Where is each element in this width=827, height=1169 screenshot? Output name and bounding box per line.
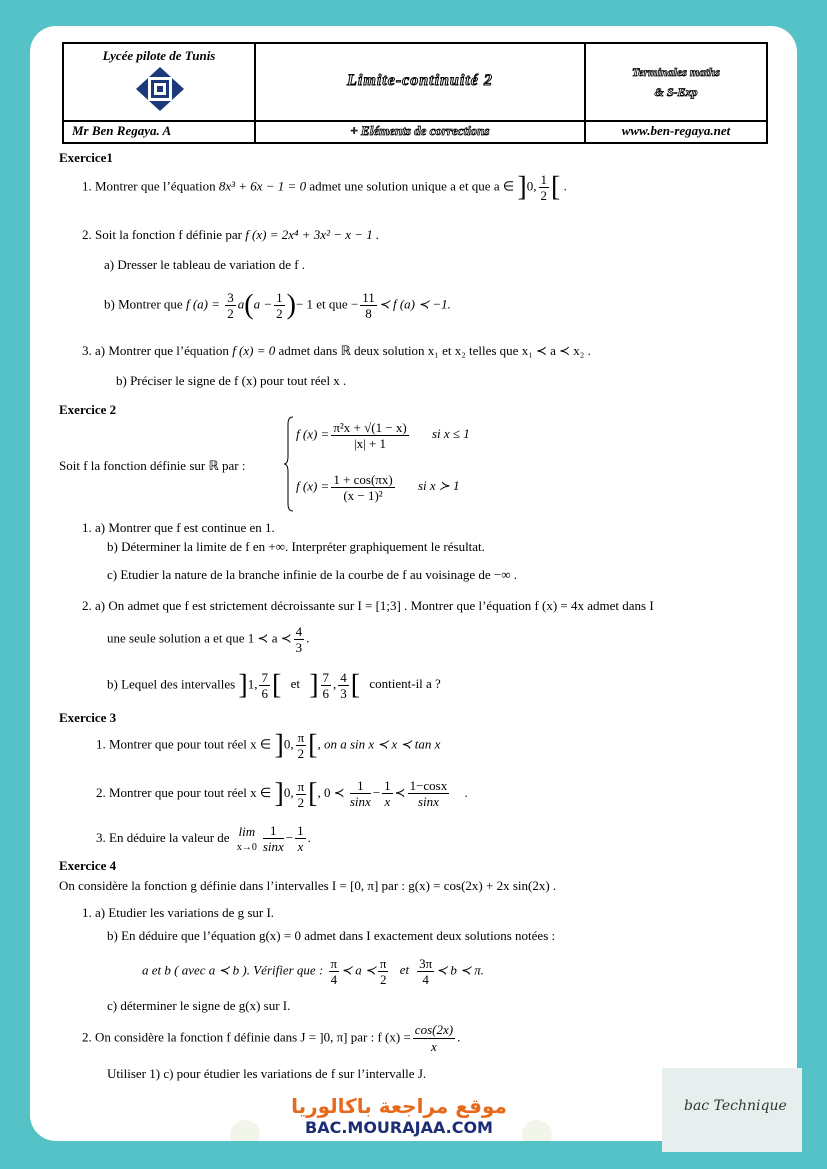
ex3-title: Exercice 3 xyxy=(59,710,117,725)
author-website: www.ben-regaya.net xyxy=(621,123,731,138)
ex1-q3a: 3. a) Montrer que l’équation f (x) = 0 admet dans ℝ deux solution x₁ et x₂ telles que x₁ ≺ a ≺ x₂ . xyxy=(82,343,591,358)
ex2-case1: f (x) = $\frac{\text{π²x + √(1 − x)}}{|x| + 1}$ si x ≤ 1 xyxy=(296,420,470,451)
document-title: Limite-continuité 2 xyxy=(347,72,493,89)
school-name: Lycée pilote de Tunis xyxy=(102,48,216,63)
ex2-q1a: 1. a) Montrer que f est continue en 1. xyxy=(82,520,275,535)
site-logo-icon-left xyxy=(230,1120,260,1141)
ex1-q3b: b) Préciser le signe de f (x) pour tout réel x . xyxy=(116,373,347,388)
ex2-q2a: 2. a) On admet que f est strictement décroissante sur I = [1;3] . Montrer que l’équation f (x) = 4x admet dans I xyxy=(82,598,654,613)
ex4-q1c: c) déterminer le signe de g(x) sur I. xyxy=(107,998,291,1013)
ex3-q3: 3. En déduire la valeur de lim x→0 $\frac{1}{\sin x}$ − $\frac{1}{x}$ . xyxy=(96,823,311,854)
ex2-q1b: b) Déterminer la limite de f en +∞. Interpréter graphiquement le résultat. xyxy=(107,539,485,554)
bac-technique-watermark: bac Technique xyxy=(662,1068,802,1152)
ex3-q1: 1. Montrer que pour tout réel x ∈ ]0, $\frac{\pi}{2}$ [, on a sin x ≺ x ≺ tan x xyxy=(96,729,441,761)
ex4-q1a: 1. a) Etudier les variations de g sur I. xyxy=(82,905,275,920)
ex4-q1b-check: a et b ( avec a ≺ b ). Vérifier que : $\frac{\pi}{4}$ ≺ a ≺ $\frac{\pi}{2}$ et $\frac{3\pi}{4}$ ≺ b ≺ π. xyxy=(142,956,485,987)
brace-icon xyxy=(284,416,294,512)
ex2-title: Exercice 2 xyxy=(59,402,117,417)
site-arabic-name: موقع مراجعة باكالوريا xyxy=(291,1094,507,1118)
ex4-q1b: b) En déduire que l’équation g(x) = 0 admet dans I exactement deux solutions notées : xyxy=(107,928,556,943)
ex1-q2b: b) Montrer que f (a) = $\frac{3}{2}$ a(a − $\frac{1}{2}$ )− 1 et que − $\frac{11}{8}$ ≺ f (a) ≺ −1. xyxy=(104,289,451,321)
ex4-intro: On considère la fonction g définie dans l’intervalles I = [0, π] par : g(x) = cos(2x) + 2x sin(2x) . xyxy=(59,878,557,893)
ex2-q1c: c) Etudier la nature de la branche infinie de la courbe de f au voisinage de −∞ . xyxy=(107,567,518,582)
document-subtitle: + Eléments de corrections xyxy=(350,123,490,138)
ex2-case2: f (x) = $\frac{1 + \cos(\pi x)}{\text{(x − 1)²}}$ si x ≻ 1 xyxy=(296,472,460,503)
document-page xyxy=(30,26,797,1141)
ex1-q2a: a) Dresser le tableau de variation de f . xyxy=(104,257,306,272)
ex3-q2: 2. Montrer que pour tout réel x ∈ ]0, $\frac{\pi}{2}$ [, 0 ≺ $\frac{1}{\sin x}$ − $\frac{1}{x}$ ≺ $\frac{1-\cos x}{\sin x}$ . xyxy=(96,778,468,810)
school-logo-icon xyxy=(135,66,185,112)
site-badge[interactable] xyxy=(284,1088,514,1141)
ex2-q2a-cont: une seule solution a et que 1 ≺ a ≺ $\frac{4}{3}$ . xyxy=(107,624,310,655)
ex2-intro: Soit f la fonction définie sur ℝ par : xyxy=(59,458,246,473)
ex1-q1: 1. Montrer que l’équation 8x³ + 6x − 1 = 0 admet une solution unique a et que a ∈ ]0, $\frac{1}{2}$ [ . xyxy=(82,171,567,203)
site-logo-icon-right xyxy=(522,1120,552,1141)
ex4-q2: 2. On considère la fonction f définie dans J = ]0, π] par : f (x) = $\frac{\cos(2x)}{x}$ . xyxy=(82,1022,461,1054)
class-level: Terminales maths & S-Exp xyxy=(632,65,720,99)
site-url: BAC.MOURAJAA.COM xyxy=(305,1118,493,1137)
ex4-title: Exercice 4 xyxy=(59,858,117,873)
ex4-q2b: Utiliser 1) c) pour étudier les variations de f sur l’intervalle J. xyxy=(107,1066,427,1081)
author-name: Mr Ben Regaya. A xyxy=(72,123,172,138)
ex1-q2: 2. Soit la fonction f définie par f (x) = 2x⁴ + 3x² − x − 1 . xyxy=(82,227,380,242)
ex2-q2b: b) Lequel des intervalles ]1, $\frac{7}{6}$ [ et ] $\frac{7}{6}$ , $\frac{4}{3}$ [ contient-il a ? xyxy=(107,669,441,701)
ex1-title: Exercice1 xyxy=(59,150,113,165)
header-table xyxy=(62,42,768,144)
